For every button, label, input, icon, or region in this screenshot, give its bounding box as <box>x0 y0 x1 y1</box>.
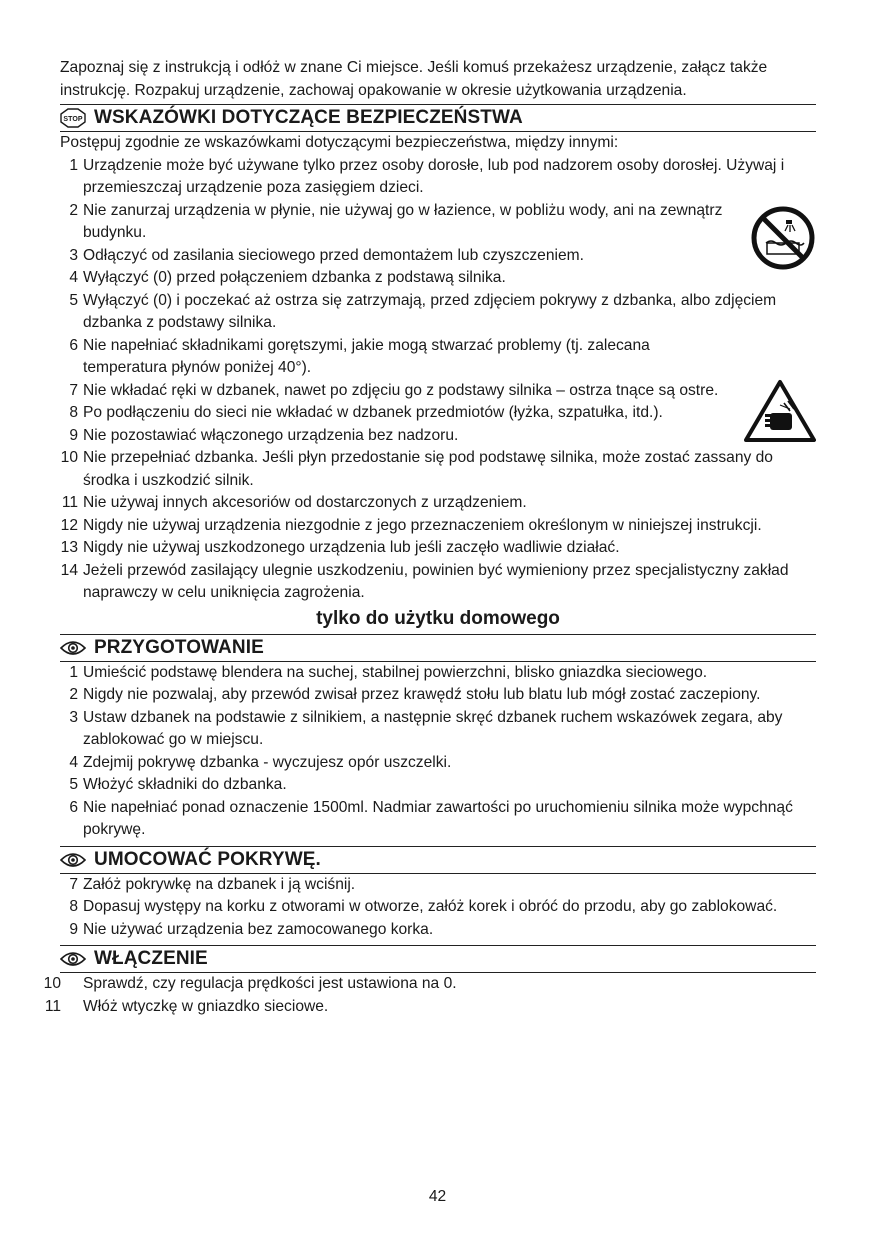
switch-on-section-header <box>60 945 816 973</box>
list-item: 10 Nie przepełniać dzbanka. Jeśli płyn przedostanie się pod podstawę silnika, może zostać zassany do środka i uszkodzić silnik. <box>60 449 773 489</box>
lid-list <box>60 874 816 942</box>
eye-icon <box>60 638 86 658</box>
hand-blade-warning-icon <box>744 379 816 448</box>
preparation-list <box>60 662 816 842</box>
home-use-note: tylko do użytku domowego <box>316 607 560 629</box>
list-item: 3 Odłączyć od zasilania sieciowego przed demontażem lub czyszczeniem. <box>69 246 584 264</box>
list-item: 3 Ustaw dzbanek na podstawie z silnikiem, a następnie skręć dzbanek ruchem wskazówek zegara, aby zablokować go w miejscu. <box>69 708 783 748</box>
manual-page <box>43 57 816 1018</box>
list-item: 11 Nie używaj innych akcesoriów od dostarczonych z urządzeniem. <box>61 494 527 511</box>
safety-list <box>60 155 816 605</box>
list-item: 7 Załóż pokrywkę na dzbanek i ją wciśnij. <box>69 875 356 893</box>
safety-list-wrap <box>60 155 816 605</box>
list-item: 1 Umieścić podstawę blendera na suchej, stabilnej powierzchni, blisko gniazdka sieciowego. <box>69 663 708 681</box>
eye-icon <box>60 850 86 870</box>
list-item: 1 Urządzenie może być używane tylko przez osoby dorosłe, lub pod nadzorem osoby dorosłej. Używaj i przemieszczaj urządzenie poza zasięgiem dzieci. <box>69 156 785 196</box>
list-item: 6 Nie napełniać ponad oznaczenie 1500ml. Nadmiar zawartości po uruchomieniu silnika może wypchnąć pokrywę. <box>69 798 793 838</box>
list-item: 7 Nie wkładać ręki w dzbanek, nawet po zdjęciu go z podstawy silnika – ostrza tnące są ostre. <box>69 381 719 399</box>
list-item: 9 Nie pozostawiać włączonego urządzenia bez nadzoru. <box>69 426 459 444</box>
list-item: 8 Po podłączeniu do sieci nie wkładać w dzbanek przedmiotów (łyżka, szpatułka, itd.). <box>69 404 663 421</box>
list-item: 11 Włóż wtyczkę w gniazdko sieciowe. <box>44 997 329 1015</box>
preparation-title: PRZYGOTOWANIE <box>94 636 264 658</box>
eye-icon <box>60 949 86 969</box>
switch-on-list <box>43 973 816 1018</box>
safety-section-header <box>60 104 816 132</box>
list-item: 2 Nigdy nie pozwalaj, aby przewód zwisał przez krawędź stołu lub blatu lub mógł zostać zaczepiony. <box>69 686 761 703</box>
intro-text: Zapoznaj się z instrukcją i odłóż w znane Ci miejsce. Jeśli komuś przekażesz urządzenie, załącz także instrukcję. Rozpakuj urządzenie, zachowaj opakowanie w okresie użytkowania urządzenia. <box>60 59 768 99</box>
list-item: 13 Nigdy nie używaj uszkodzonego urządzenia lub jeśli zaczęło wadliwie działać. <box>60 539 620 556</box>
list-item: 9 Nie używać urządzenia bez zamocowanego korka. <box>69 920 434 938</box>
list-item: 8 Dopasuj występy na korku z otworami w otworze, załóż korek i obróć do przodu, aby go zablokować. <box>69 898 778 915</box>
no-water-warning-icon <box>750 205 816 276</box>
list-item: 4 Zdejmij pokrywę dzbanka - wyczujesz opór uszczelki. <box>69 753 452 771</box>
safety-lead: Postępuj zgodnie ze wskazówkami dotyczącymi bezpieczeństwa, między innymi: <box>60 134 619 151</box>
list-item: 4 Wyłączyć (0) przed połączeniem dzbanka z podstawą silnika. <box>69 269 506 286</box>
safety-title: WSKAZÓWKI DOTYCZĄCE BEZPIECZEŃSTWA <box>94 107 523 128</box>
page-number: 42 <box>428 1188 447 1205</box>
list-item: 6 Nie napełniać składnikami gorętszymi, jakie mogą stwarzać problemy (tj. zalecana temperatura płynów poniżej 40°). <box>69 336 650 376</box>
list-item: 2 Nie zanurzaj urządzenia w płynie, nie używaj go w łazience, w pobliżu wody, ani na zewnątrz budynku. <box>69 201 723 241</box>
stop-icon <box>60 108 86 128</box>
list-item: 12 Nigdy nie używaj urządzenia niezgodnie z jego przeznaczeniem określonym w niniejszej instrukcji. <box>60 516 762 534</box>
preparation-section-header <box>60 634 816 662</box>
list-item: 10 Sprawdź, czy regulacja prędkości jest ustawiona na 0. <box>43 975 457 992</box>
stop-icon-label: STOP <box>63 116 83 123</box>
list-item: 5 Włożyć składniki do dzbanka. <box>69 776 287 793</box>
switch-on-title: WŁĄCZENIE <box>94 948 208 969</box>
lid-title: UMOCOWAĆ POKRYWĘ. <box>94 848 321 870</box>
list-item: 5 Wyłączyć (0) i poczekać aż ostrza się zatrzymają, przed zdjęciem pokrywy z dzbanka, albo zdjęciem dzbanka z podstawy silnika. <box>69 291 777 331</box>
lid-section-header <box>60 846 816 874</box>
list-item: 14 Jeżeli przewód zasilający ulegnie uszkodzeniu, powinien być wymieniony przez specjalistyczny zakład naprawczy w celu uniknięcia zagrożenia. <box>60 561 789 601</box>
